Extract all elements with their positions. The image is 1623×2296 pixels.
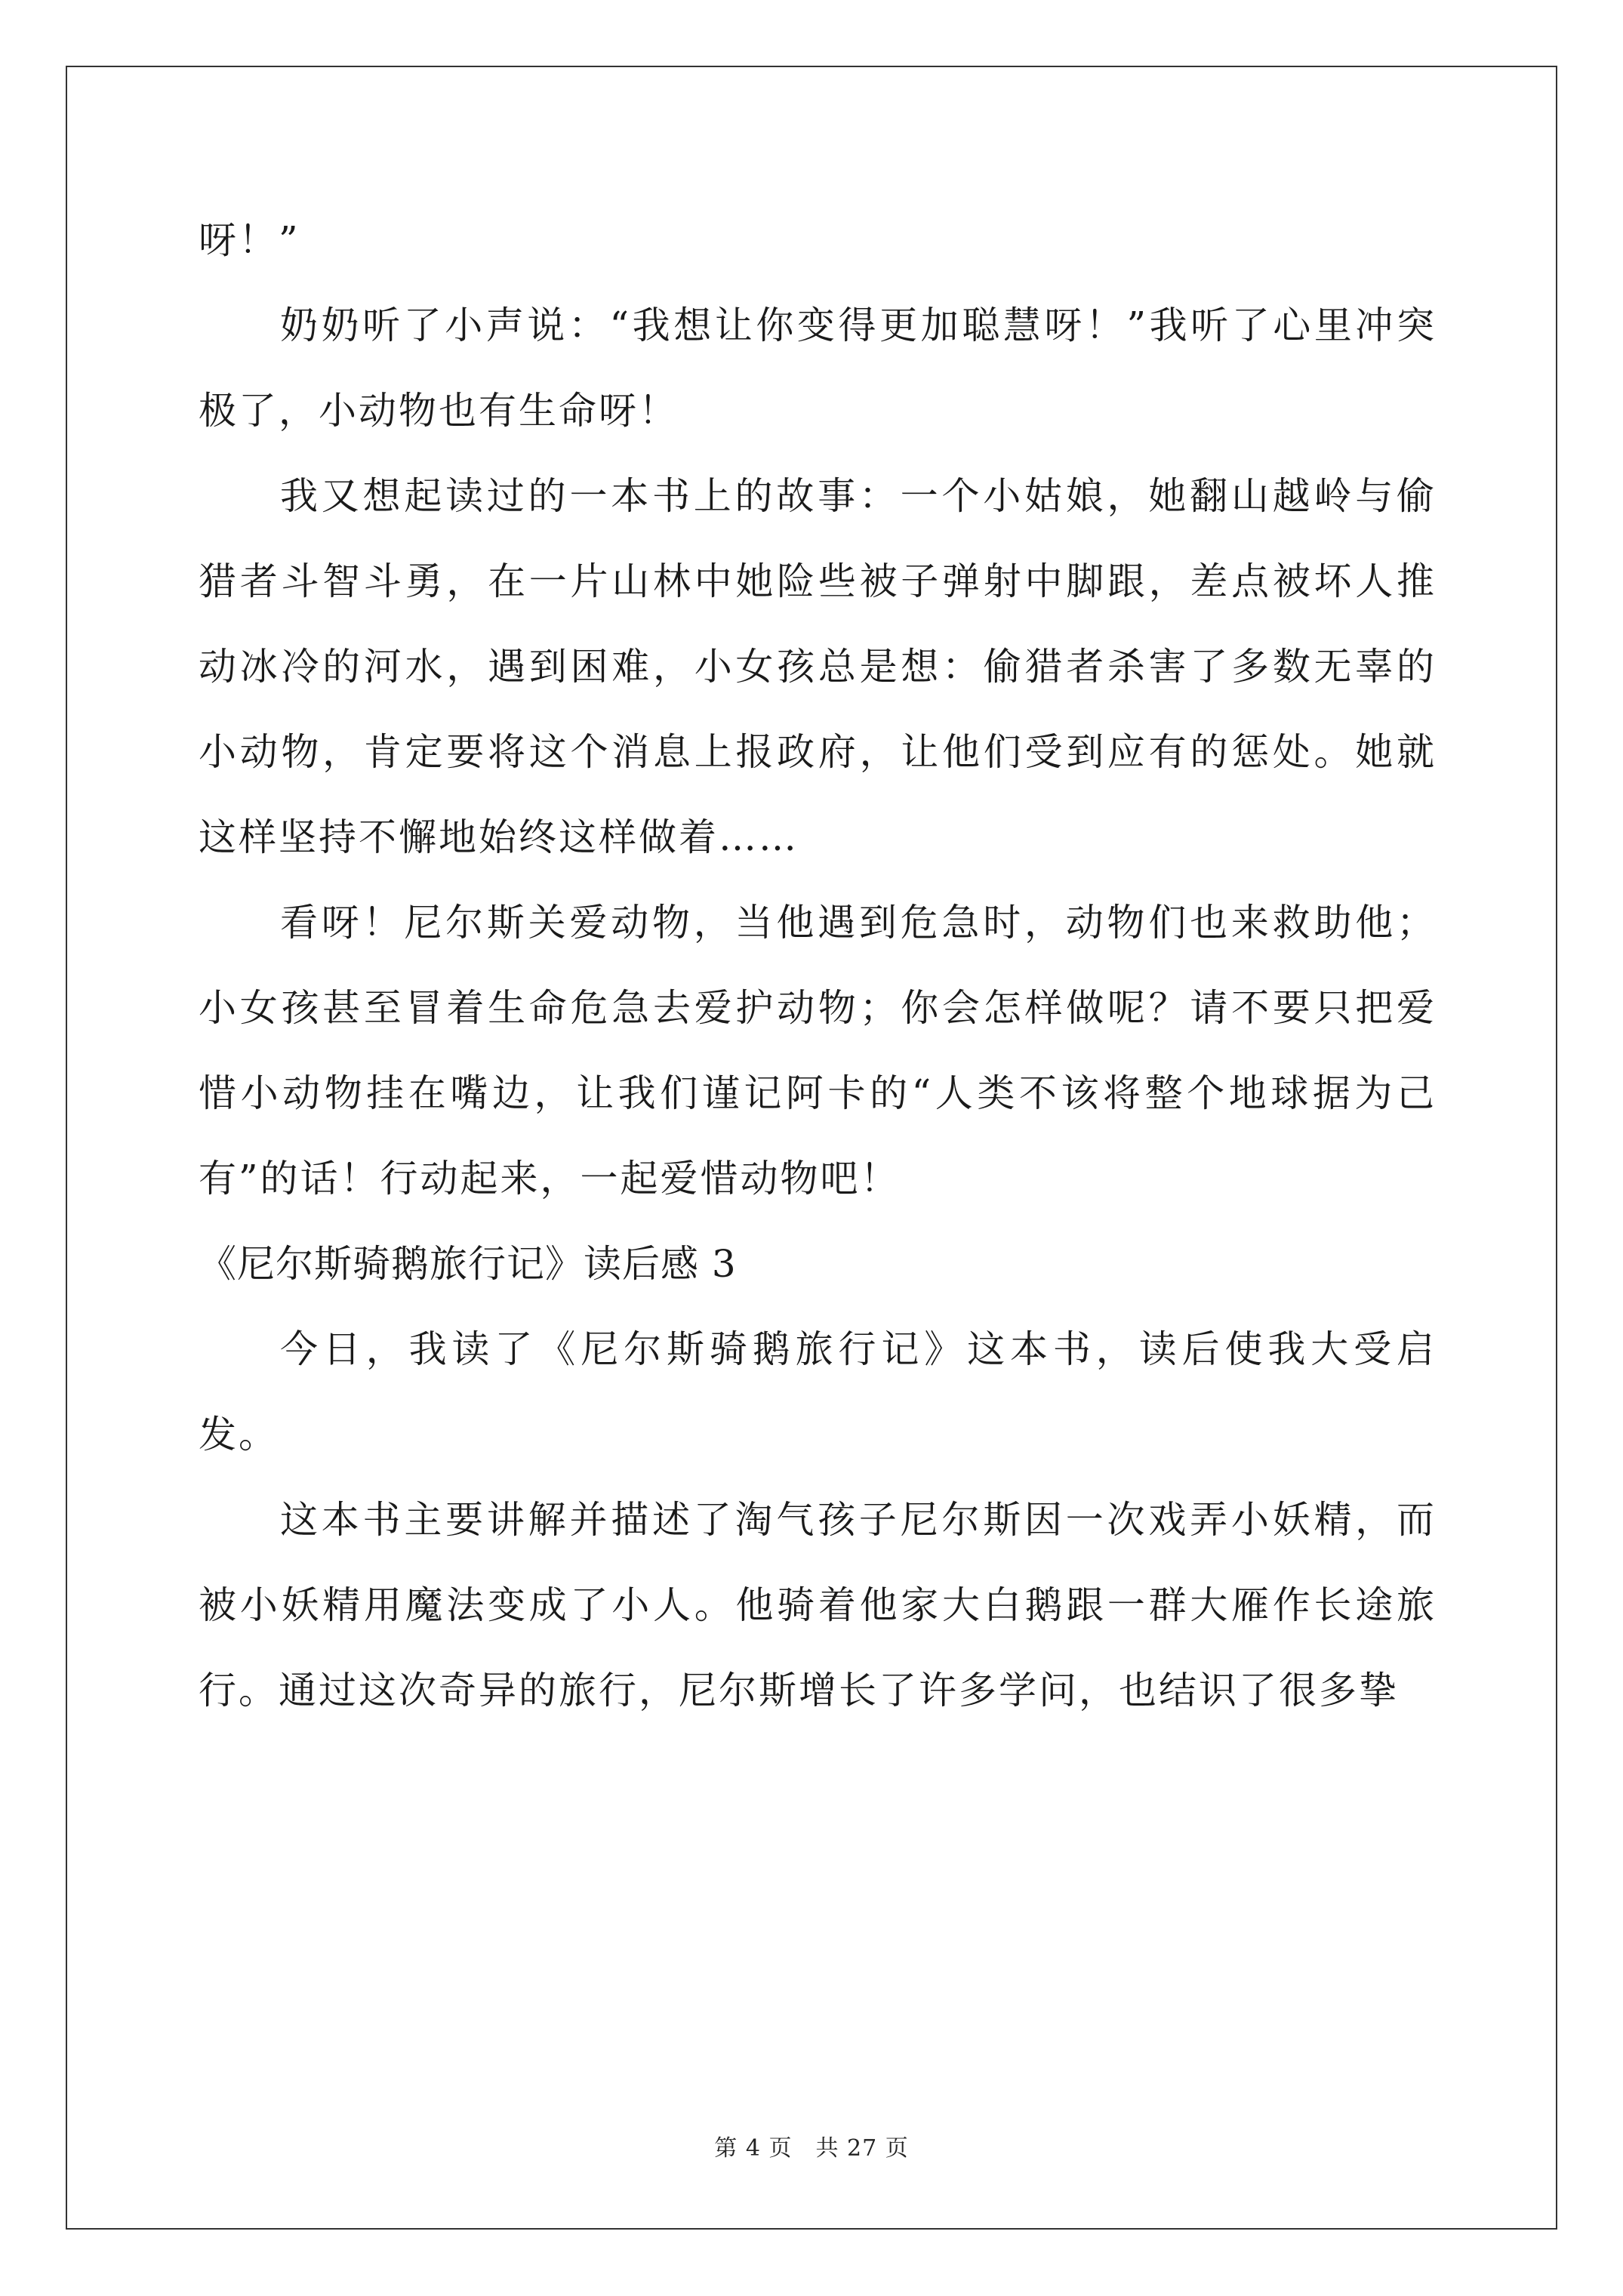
document-body [199, 198, 1437, 1734]
page-number-footer: 第 4 页 共 27 页 [714, 2135, 909, 2162]
paragraph-conclusion: 看呀！尼尔斯关爱动物，当他遇到危急时，动物们也来救助他；小女孩甚至冒着生命危急去爱护动物；你会怎样做呢？请不要只把爱惜小动物挂在嘴边，让我们谨记阿卡的“人类不该将整个地球据为己有”的话！行动起来，一起爱惜动物吧！ [199, 901, 1437, 1200]
paragraph-continuation: 呀！” [199, 218, 300, 262]
paragraph-intro: 今日，我读了《尼尔斯骑鹅旅行记》这本书，读后使我大受启发。 [199, 1327, 1437, 1456]
paragraph-summary: 这本书主要讲解并描述了淘气孩子尼尔斯因一次戏弄小妖精，而被小妖精用魔法变成了小人。他骑着他家大白鹅跟一群大雁作长途旅行。通过这次奇异的旅行，尼尔斯增长了许多学问，也结识了很多挚 [199, 1498, 1437, 1712]
section-heading: 《尼尔斯骑鹅旅行记》读后感 3 [199, 1242, 737, 1286]
paragraph-story: 我又想起读过的一本书上的故事：一个小姑娘，她翻山越岭与偷猎者斗智斗勇，在一片山林中她险些被子弹射中脚跟，差点被坏人推动冰冷的河水，遇到困难，小女孩总是想：偷猎者杀害了多数无辜的小动物，肯定要将这个消息上报政府，让他们受到应有的惩处。她就这样坚持不懈地始终这样做着…… [199, 474, 1437, 859]
paragraph-grandma: 奶奶听了小声说：“我想让你变得更加聪慧呀！”我听了心里冲突极了，小动物也有生命呀！ [199, 304, 1437, 433]
